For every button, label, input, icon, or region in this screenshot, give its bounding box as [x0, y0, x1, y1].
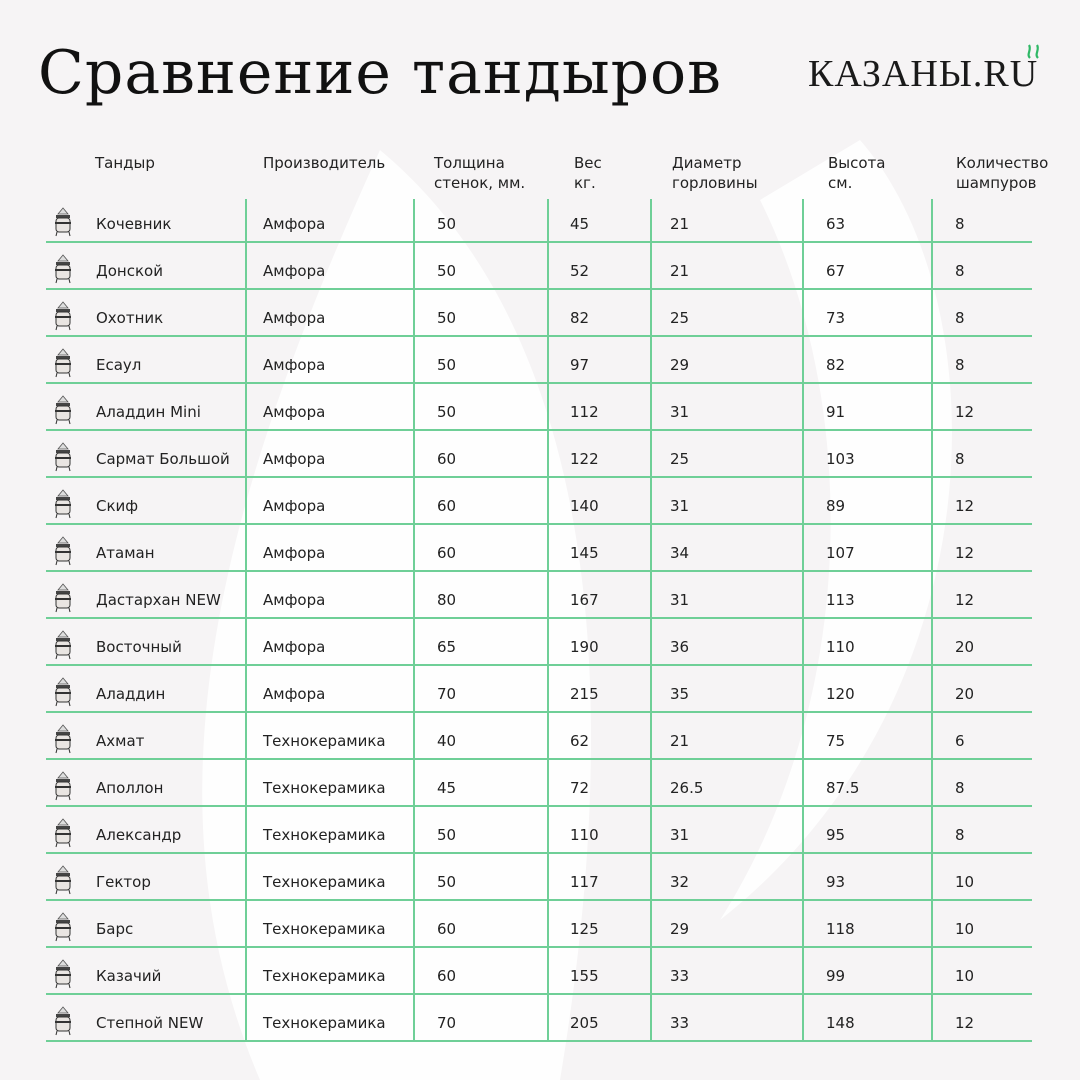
skewer-count: 10 — [955, 873, 975, 891]
weight: 215 — [570, 685, 599, 703]
table-row — [46, 998, 1032, 1045]
tandoor-name: Кочевник — [96, 215, 172, 233]
manufacturer: Технокерамика — [263, 732, 386, 750]
row-divider — [46, 852, 1032, 854]
tandoor-name: Аладдин — [96, 685, 166, 703]
manufacturer: Амфора — [263, 450, 326, 468]
wall-thickness: 65 — [437, 638, 457, 656]
wall-thickness: 50 — [437, 309, 457, 327]
weight: 97 — [570, 356, 590, 374]
height: 91 — [826, 403, 846, 421]
tandoor-icon — [52, 583, 74, 613]
height: 95 — [826, 826, 846, 844]
tandoor-icon — [52, 301, 74, 331]
neck-diameter: 29 — [670, 920, 690, 938]
weight: 140 — [570, 497, 599, 515]
tandoor-name: Сармат Большой — [96, 450, 230, 468]
wall-thickness: 80 — [437, 591, 457, 609]
table-row — [46, 293, 1032, 340]
column-header: Производитель — [263, 154, 386, 172]
neck-diameter: 25 — [670, 450, 690, 468]
skewer-count: 10 — [955, 920, 975, 938]
height: 87.5 — [826, 779, 860, 797]
weight: 155 — [570, 967, 599, 985]
table-row — [46, 716, 1032, 763]
tandoor-icon — [52, 630, 74, 660]
height: 118 — [826, 920, 855, 938]
manufacturer: Технокерамика — [263, 1014, 386, 1032]
neck-diameter: 31 — [670, 826, 690, 844]
manufacturer: Технокерамика — [263, 826, 386, 844]
weight: 72 — [570, 779, 590, 797]
column-divider — [547, 199, 549, 1041]
tandoor-name: Восточный — [96, 638, 182, 656]
tandoor-icon — [52, 1006, 74, 1036]
wall-thickness: 60 — [437, 967, 457, 985]
manufacturer: Технокерамика — [263, 779, 386, 797]
logo: КАЗАНЫ.RU — [808, 53, 1039, 95]
column-divider — [245, 199, 247, 1041]
tandoor-icon — [52, 959, 74, 989]
neck-diameter: 32 — [670, 873, 690, 891]
manufacturer: Амфора — [263, 685, 326, 703]
neck-diameter: 31 — [670, 497, 690, 515]
height: 67 — [826, 262, 846, 280]
row-divider — [46, 946, 1032, 948]
tandoor-icon — [52, 489, 74, 519]
tandoor-name: Гектор — [96, 873, 151, 891]
skewer-count: 8 — [955, 309, 965, 327]
row-divider — [46, 476, 1032, 478]
manufacturer: Амфора — [263, 638, 326, 656]
page-title: Сравнение тандыров — [38, 38, 722, 108]
row-divider — [46, 288, 1032, 290]
manufacturer: Технокерамика — [263, 967, 386, 985]
weight: 112 — [570, 403, 599, 421]
skewer-count: 8 — [955, 450, 965, 468]
row-divider — [46, 664, 1032, 666]
row-divider — [46, 805, 1032, 807]
column-header: Высота см. — [828, 154, 886, 192]
tandoor-name: Атаман — [96, 544, 155, 562]
table-row — [46, 199, 1032, 246]
row-divider — [46, 899, 1032, 901]
tandoor-icon — [52, 865, 74, 895]
skewer-count: 12 — [955, 1014, 975, 1032]
height: 107 — [826, 544, 855, 562]
weight: 45 — [570, 215, 590, 233]
weight: 205 — [570, 1014, 599, 1032]
column-header: Тандыр — [95, 154, 155, 172]
neck-diameter: 25 — [670, 309, 690, 327]
weight: 145 — [570, 544, 599, 562]
height: 120 — [826, 685, 855, 703]
skewer-count: 8 — [955, 262, 965, 280]
wall-thickness: 50 — [437, 215, 457, 233]
tandoor-icon — [52, 677, 74, 707]
skewer-count: 12 — [955, 403, 975, 421]
row-divider — [46, 523, 1032, 525]
height: 82 — [826, 356, 846, 374]
tandoor-icon — [52, 912, 74, 942]
neck-diameter: 34 — [670, 544, 690, 562]
manufacturer: Технокерамика — [263, 873, 386, 891]
table-row — [46, 904, 1032, 951]
table-row — [46, 951, 1032, 998]
tandoor-name: Барс — [96, 920, 134, 938]
row-divider — [46, 382, 1032, 384]
manufacturer: Амфора — [263, 591, 326, 609]
weight: 52 — [570, 262, 590, 280]
weight: 82 — [570, 309, 590, 327]
height: 99 — [826, 967, 846, 985]
table-row — [46, 481, 1032, 528]
manufacturer: Амфора — [263, 262, 326, 280]
table-row — [46, 246, 1032, 293]
column-divider — [802, 199, 804, 1041]
table-row — [46, 669, 1032, 716]
tandoor-icon — [52, 771, 74, 801]
height: 148 — [826, 1014, 855, 1032]
wall-thickness: 40 — [437, 732, 457, 750]
tandoor-name: Ахмат — [96, 732, 145, 750]
wall-thickness: 60 — [437, 497, 457, 515]
neck-diameter: 35 — [670, 685, 690, 703]
neck-diameter: 31 — [670, 403, 690, 421]
wall-thickness: 50 — [437, 826, 457, 844]
tandoor-name: Казачий — [96, 967, 162, 985]
skewer-count: 12 — [955, 591, 975, 609]
row-divider — [46, 1040, 1032, 1042]
table-row — [46, 857, 1032, 904]
skewer-count: 8 — [955, 826, 965, 844]
height: 63 — [826, 215, 846, 233]
tandoor-name: Есаул — [96, 356, 142, 374]
skewer-count: 8 — [955, 779, 965, 797]
weight: 62 — [570, 732, 590, 750]
height: 113 — [826, 591, 855, 609]
wall-thickness: 45 — [437, 779, 457, 797]
manufacturer: Амфора — [263, 309, 326, 327]
table-row — [46, 434, 1032, 481]
skewer-count: 8 — [955, 356, 965, 374]
tandoor-name: Степной NEW — [96, 1014, 204, 1032]
column-header: Толщина стенок, мм. — [434, 154, 526, 192]
skewer-count: 20 — [955, 685, 975, 703]
tandoor-icon — [52, 254, 74, 284]
neck-diameter: 33 — [670, 967, 690, 985]
weight: 125 — [570, 920, 599, 938]
weight: 167 — [570, 591, 599, 609]
tandoor-icon — [52, 395, 74, 425]
column-header: Диаметр горловины — [672, 154, 758, 192]
wall-thickness: 60 — [437, 450, 457, 468]
row-divider — [46, 335, 1032, 337]
table-row — [46, 340, 1032, 387]
weight: 190 — [570, 638, 599, 656]
row-divider — [46, 993, 1032, 995]
neck-diameter: 21 — [670, 262, 690, 280]
table-row — [46, 622, 1032, 669]
wall-thickness: 60 — [437, 544, 457, 562]
wall-thickness: 50 — [437, 356, 457, 374]
skewer-count: 12 — [955, 497, 975, 515]
table-row — [46, 810, 1032, 857]
neck-diameter: 26.5 — [670, 779, 704, 797]
row-divider — [46, 711, 1032, 713]
height: 110 — [826, 638, 855, 656]
neck-diameter: 36 — [670, 638, 690, 656]
row-divider — [46, 758, 1032, 760]
height: 103 — [826, 450, 855, 468]
height: 75 — [826, 732, 846, 750]
row-divider — [46, 429, 1032, 431]
row-divider — [46, 570, 1032, 572]
weight: 117 — [570, 873, 599, 891]
neck-diameter: 29 — [670, 356, 690, 374]
column-divider — [931, 199, 933, 1041]
wall-thickness: 50 — [437, 262, 457, 280]
tandoor-icon — [52, 348, 74, 378]
skewer-count: 12 — [955, 544, 975, 562]
weight: 110 — [570, 826, 599, 844]
tandoor-name: Охотник — [96, 309, 164, 327]
tandoor-name: Аладдин Mini — [96, 403, 201, 421]
row-divider — [46, 241, 1032, 243]
weight: 122 — [570, 450, 599, 468]
wall-thickness: 50 — [437, 873, 457, 891]
manufacturer: Технокерамика — [263, 920, 386, 938]
tandoor-name: Донской — [96, 262, 163, 280]
table-row — [46, 763, 1032, 810]
manufacturer: Амфора — [263, 356, 326, 374]
tandoor-name: Скиф — [96, 497, 139, 515]
wall-thickness: 70 — [437, 1014, 457, 1032]
row-divider — [46, 617, 1032, 619]
skewer-count: 8 — [955, 215, 965, 233]
tandoor-name: Аполлон — [96, 779, 164, 797]
manufacturer: Амфора — [263, 497, 326, 515]
tandoor-name: Дастархан NEW — [96, 591, 221, 609]
wall-thickness: 70 — [437, 685, 457, 703]
tandoor-icon — [52, 818, 74, 848]
height: 89 — [826, 497, 846, 515]
manufacturer: Амфора — [263, 403, 326, 421]
manufacturer: Амфора — [263, 215, 326, 233]
neck-diameter: 21 — [670, 215, 690, 233]
tandoor-name: Александр — [96, 826, 182, 844]
tandoor-icon — [52, 536, 74, 566]
tandoor-icon — [52, 207, 74, 237]
table-row — [46, 528, 1032, 575]
table-row — [46, 387, 1032, 434]
height: 93 — [826, 873, 846, 891]
height: 73 — [826, 309, 846, 327]
column-divider — [650, 199, 652, 1041]
neck-diameter: 33 — [670, 1014, 690, 1032]
skewer-count: 20 — [955, 638, 975, 656]
skewer-count: 10 — [955, 967, 975, 985]
wall-thickness: 60 — [437, 920, 457, 938]
skewer-count: 6 — [955, 732, 965, 750]
neck-diameter: 31 — [670, 591, 690, 609]
steam-icon — [1024, 44, 1044, 60]
wall-thickness: 50 — [437, 403, 457, 421]
tandoor-icon — [52, 724, 74, 754]
table-row — [46, 575, 1032, 622]
column-header: Вес кг. — [574, 154, 602, 192]
tandoor-icon — [52, 442, 74, 472]
manufacturer: Амфора — [263, 544, 326, 562]
neck-diameter: 21 — [670, 732, 690, 750]
column-header: Количество шампуров — [956, 154, 1049, 192]
column-divider — [413, 199, 415, 1041]
